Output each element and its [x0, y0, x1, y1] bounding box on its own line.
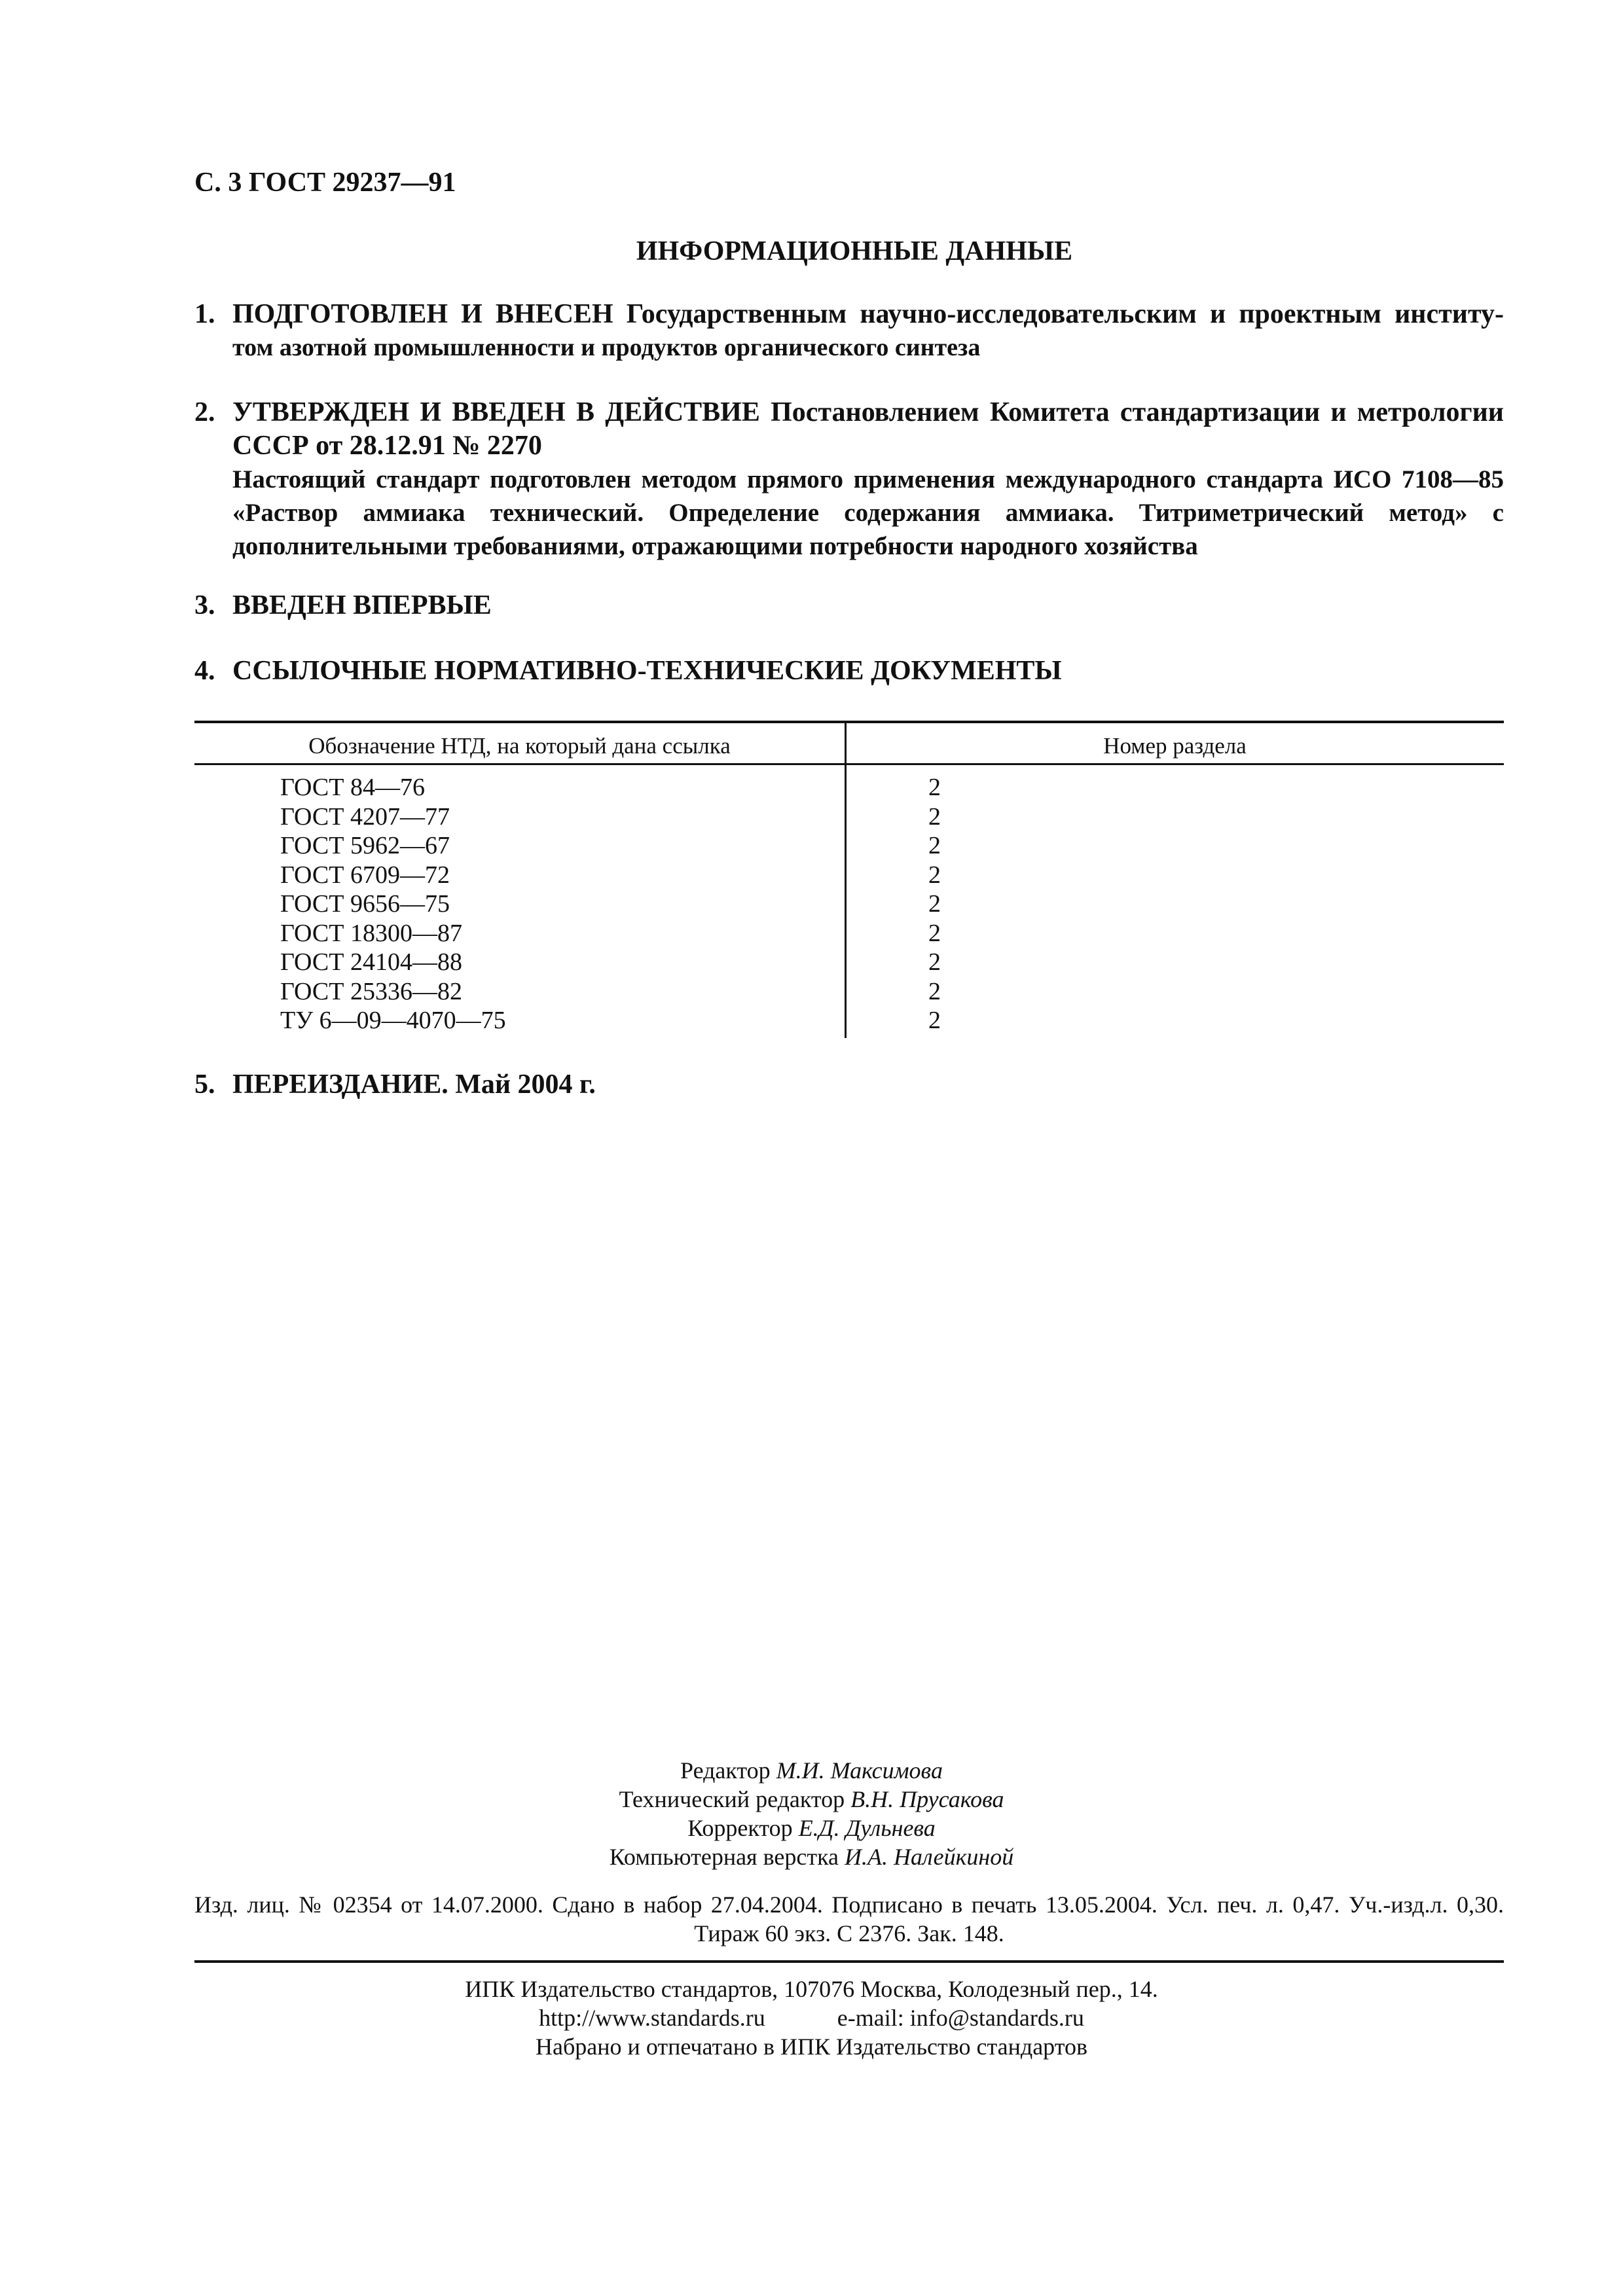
- item-number: 1.: [194, 299, 215, 329]
- table-cell: 2: [928, 802, 941, 831]
- table-header-rule: [194, 763, 1504, 765]
- credit-line: [0, 1814, 1623, 1842]
- credit-name: М.И. Максимова: [776, 1757, 943, 1784]
- publisher-line-3: Набрано и отпечатано в ИПК Издательство стандартов: [536, 2034, 1087, 2060]
- publisher-contacts: [0, 2003, 1623, 2032]
- table-cell: 2: [928, 774, 941, 801]
- info-item-2: [194, 396, 1504, 563]
- table-cell: ГОСТ 6709—72: [280, 861, 450, 889]
- table-cell: 2: [928, 890, 941, 918]
- item-lead: УТВЕРЖДЕН И ВВЕДЕН В ДЕЙСТВИЕ: [232, 397, 760, 427]
- item-number: 5.: [194, 1069, 215, 1100]
- table-cell: 2: [928, 861, 941, 889]
- table-cell: 2: [928, 832, 941, 859]
- item-text: Постановлением Комитета стандартизации и метрологии: [771, 397, 1504, 427]
- credit-role: Компьютерная верстка: [609, 1844, 839, 1870]
- table-top-rule: [194, 721, 1504, 723]
- table-cell: 2: [928, 1007, 941, 1034]
- imprint-block: [194, 1890, 1504, 1948]
- info-item-1: [194, 298, 1504, 365]
- item-number: 2.: [194, 397, 215, 427]
- item-note: Настоящий стандарт подготовлен методом прямого применения международного стандарта ИСО 7108—85 «Раствор аммиака технический. Определение содержания аммиака. Титриметрический метод» с дополнительными требованиями, отражающими потребности народного хозяйства: [232, 465, 1504, 560]
- table-cell: ГОСТ 24104—88: [280, 948, 462, 976]
- section-title: ИНФОРМАЦИОННЫЕ ДАННЫЕ: [636, 236, 1073, 266]
- table-cell: 2: [928, 977, 941, 1005]
- table-cell: 2: [928, 919, 941, 947]
- table-column-divider: [845, 722, 847, 1038]
- credit-name: Е.Д. Дульнева: [798, 1815, 936, 1841]
- item-text: ССЫЛОЧНЫЕ НОРМАТИВНО-ТЕХНИЧЕСКИЕ ДОКУМЕНТЫ: [232, 656, 1062, 686]
- publisher-block: [0, 1975, 1623, 2061]
- table-cell: ГОСТ 9656—75: [280, 890, 450, 918]
- table-cell: ГОСТ 25336—82: [280, 977, 462, 1005]
- page-header: С. 3 ГОСТ 29237—91: [194, 168, 456, 198]
- item-text: ВВЕДЕН ВПЕРВЫЕ: [232, 590, 492, 620]
- publisher-website-link[interactable]: http://www.standards.ru: [539, 2005, 765, 2031]
- footer-rule: [194, 1960, 1504, 1963]
- info-item-4: [194, 655, 1504, 688]
- credit-line: [0, 1785, 1623, 1814]
- info-item-5: [194, 1068, 1504, 1102]
- publisher-line-1: ИПК Издательство стандартов, 107076 Москва, Колодезный пер., 14.: [465, 1976, 1158, 2002]
- item-text: Государственным научно-исследовательским и проектным институ-: [626, 299, 1504, 329]
- table-cell: ГОСТ 84—76: [280, 774, 425, 801]
- item-number: 3.: [194, 590, 215, 620]
- table-cell: 2: [928, 948, 941, 976]
- publisher-email-link[interactable]: e-mail: info@standards.ru: [837, 2005, 1084, 2031]
- credit-line: [0, 1756, 1623, 1785]
- table-column-section: [928, 773, 941, 1035]
- table-cell: ГОСТ 4207—77: [280, 802, 450, 831]
- item-text: ПЕРЕИЗДАНИЕ. Май 2004 г.: [232, 1069, 596, 1100]
- credit-role: Корректор: [687, 1815, 793, 1841]
- table-cell: ТУ 6—09—4070—75: [280, 1007, 506, 1034]
- credit-role: Редактор: [680, 1757, 771, 1784]
- info-item-3: [194, 589, 1504, 622]
- credits-block: [0, 1756, 1623, 1871]
- imprint-line-2: Тираж 60 экз. С 2376. Зак. 148.: [694, 1920, 1004, 1946]
- credit-role: Технический редактор: [619, 1786, 845, 1812]
- item-text-cont: СССР от 28.12.91 № 2270: [232, 431, 542, 461]
- table-cell: ГОСТ 18300—87: [280, 919, 462, 947]
- table-cell: ГОСТ 5962—67: [280, 832, 450, 859]
- table-header-section: Номер раздела: [1103, 733, 1247, 759]
- item-lead: ПОДГОТОВЛЕН И ВНЕСЕН: [232, 299, 613, 329]
- credit-name: И.А. Налейкиной: [845, 1844, 1014, 1870]
- item-number: 4.: [194, 656, 215, 686]
- credit-line: [0, 1842, 1623, 1871]
- credit-name: В.Н. Прусакова: [850, 1786, 1004, 1812]
- table-header-designation: Обозначение НТД, на который дана ссылка: [308, 733, 731, 759]
- table-column-designation: [280, 773, 506, 1035]
- imprint-line-1: Изд. лиц. № 02354 от 14.07.2000. Сдано в набор 27.04.2004. Подписано в печать 13.05.2004. Усл. печ. л. 0,47. Уч.-изд.л. 0,30.: [194, 1892, 1504, 1918]
- item-text-cont: том азотной промышленности и продуктов органического синтеза: [232, 334, 981, 361]
